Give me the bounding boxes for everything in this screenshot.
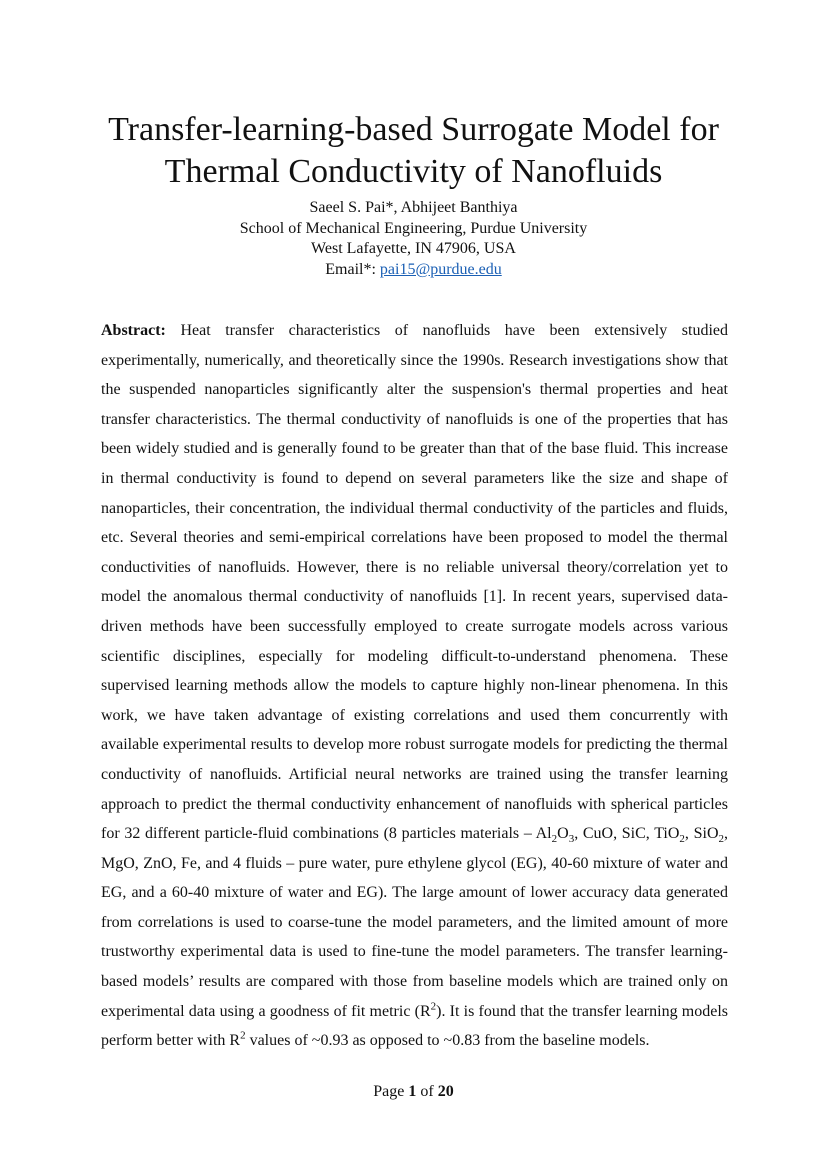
abstract-text-e: ). It is found that the transfer learning models perform better with R (101, 1002, 729, 1050)
address: West Lafayette, IN 47906, USA (311, 240, 516, 257)
abstract-text-f: values of ~0.93 as opposed to ~0.83 from the baseline models. (245, 1032, 650, 1050)
abstract-text-c: , SiO (684, 825, 719, 843)
email-line (60, 260, 767, 281)
email-link[interactable]: pai15@purdue.edu (379, 260, 502, 278)
affiliation: School of Mechanical Engineering, Purdue University (239, 219, 588, 237)
abstract-paragraph (101, 316, 728, 1056)
page-current: 1 (408, 1083, 417, 1100)
of-label: of (416, 1083, 438, 1100)
si-subscript: 2 (718, 833, 725, 846)
al-oxygen: O (557, 825, 569, 843)
r2-superscript-2: 2 (240, 1029, 246, 1042)
email-label: Email*: (325, 260, 380, 278)
abstract-heading: Abstract: (101, 322, 166, 339)
authors: Saeel S. Pai*, Abhijeet Banthiya (309, 199, 518, 216)
r2-superscript-1: 2 (430, 1000, 437, 1013)
paper-title (60, 109, 767, 193)
title-line-2: Thermal Conductivity of Nanofluids (164, 153, 663, 190)
al-subscript-2: 3 (568, 833, 575, 846)
page-total: 20 (437, 1083, 454, 1100)
author-block (60, 198, 767, 280)
ti-subscript: 2 (679, 833, 685, 846)
abstract-text-a: Heat transfer characteristics of nanofluids have been extensively studied experimentally, numerically, and theoretically since the 1990s. Research investigations show that the suspended nanoparticles significantly alter the suspension's thermal properties and heat transfer characteristics. The thermal conductivity of nanofluids is one of the properties that has been widely studied and is generally found to be greater than that of the base fluid. This increase in thermal conductivity is found to depend on several parameters like the size and shape of nanoparticles, their concentration, the individual thermal conductivity of the particles and fluids, etc. Several theories and semi-empirical correlations have been proposed to model the thermal conductivities of nanofluids. However, there is no reliable universal theory/correlation yet to model the anomalous thermal conductivity of nanofluids [1]. In recent years, supervised data-driven methods have been successfully employed to create surrogate models across various scientific disciplines, especially for modeling difficult-to-understand phenomena. These supervised learning methods allow the models to capture highly non-linear phenomena. In this work, we have taken advantage of existing correlations and used them concurrently with available experimental results to develop more robust surrogate models for predicting the thermal conductivity of nanofluids. Artificial neural networks are trained using the transfer learning approach to predict the thermal conductivity enhancement of nanofluids with spherical particles for 32 different particle-fluid combinations (8 particles materials – Al (101, 322, 728, 843)
abstract-text-d: , MgO, ZnO, Fe, and 4 fluids – pure water, pure ethylene glycol (EG), 40-60 mixture of water and EG, and a 60-40 mixture of water and EG). The large amount of lower accuracy data generated from correlations is used to coarse-tune the model parameters, and the limited amount of more trustworthy experimental data is used to fine-tune the model parameters. The transfer learning-based models’ results are compared with those from baseline models which are trained only on experimental data using a goodness of fit metric (R (101, 825, 729, 1020)
page-footer (0, 1081, 827, 1103)
title-line-1: Transfer-learning-based Surrogate Model for (108, 111, 719, 148)
page-label: Page (373, 1083, 409, 1100)
abstract-text-b: , CuO, SiC, TiO (574, 825, 680, 843)
al-subscript-1: 2 (551, 833, 558, 846)
